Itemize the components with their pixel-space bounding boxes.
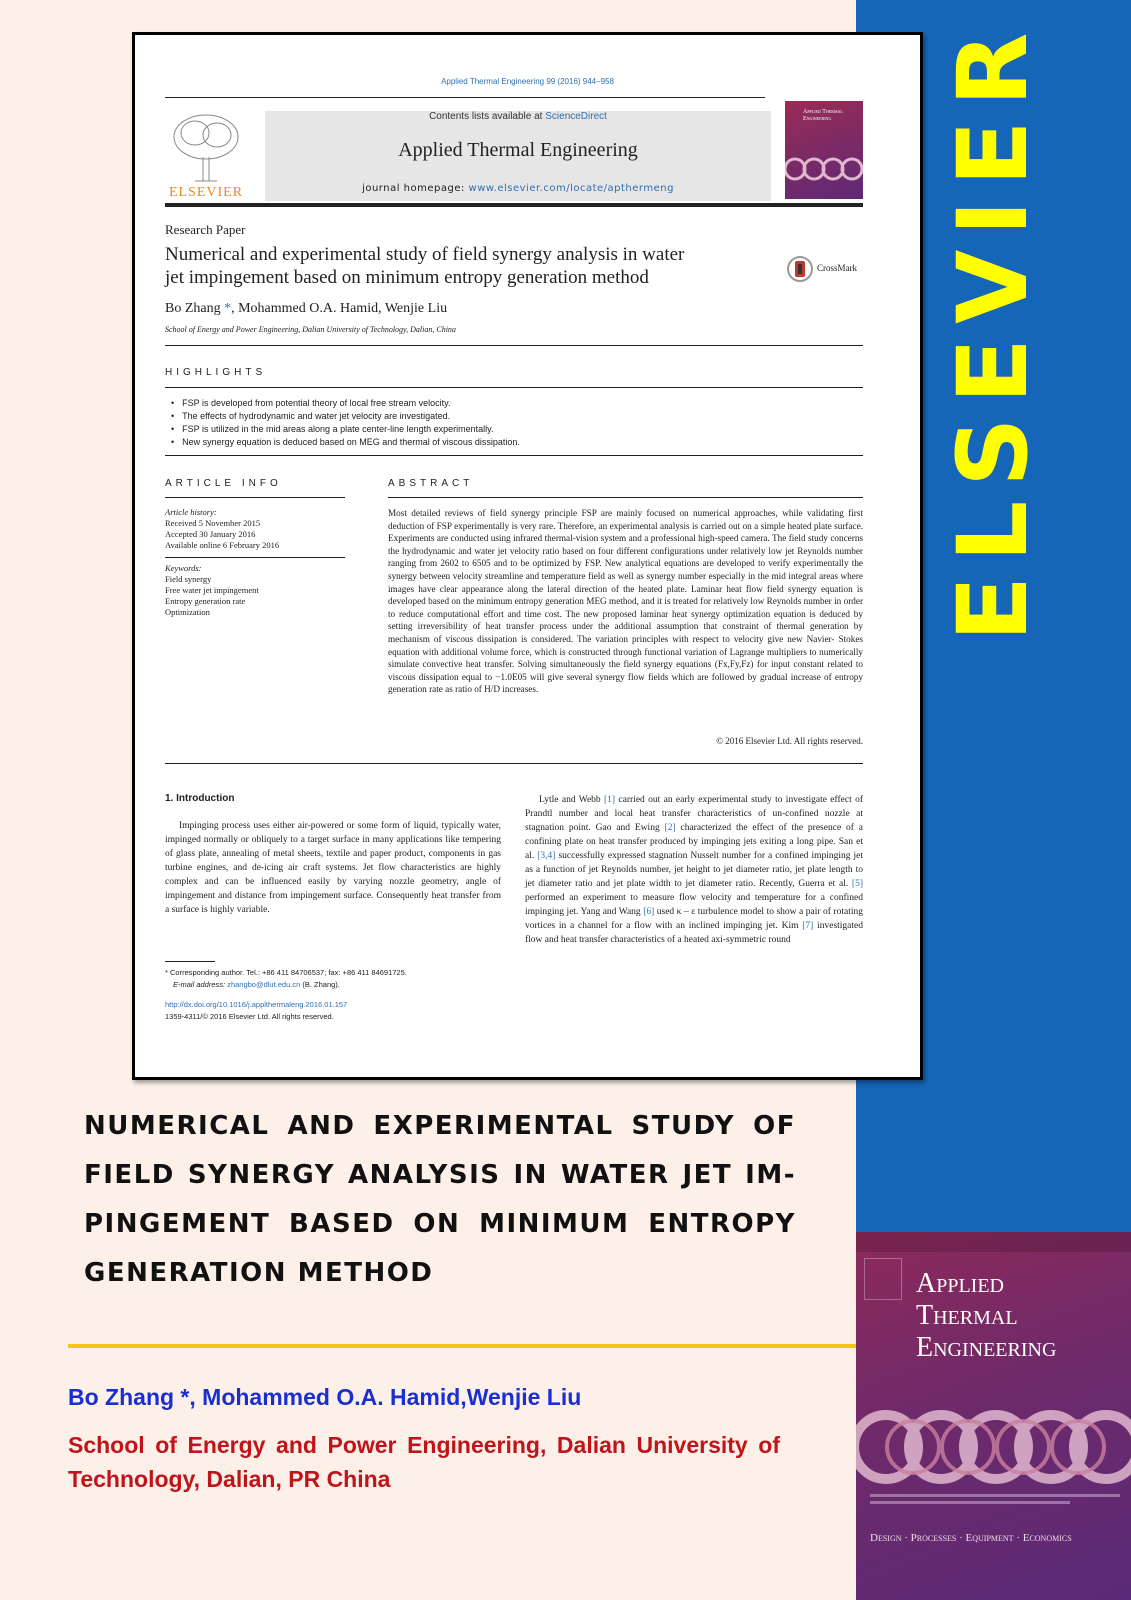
doi-link[interactable]: http://dx.doi.org/10.1016/j.applthermaleng.2016.01.157	[165, 1000, 348, 1009]
poster-headline	[84, 1102, 796, 1298]
article-history	[165, 507, 345, 551]
history-item: Available online 6 February 2016	[165, 540, 280, 550]
intro-heading: 1. Introduction	[165, 793, 235, 804]
history-item: Received 5 November 2015	[165, 518, 261, 528]
intro-left-column: Impinging process uses either air-powered or some form of liquid, typically water, impinged normally or obliquely to a target surface in many applications like tempering of glass plate, annealing of metal sheets, textile and paper product, components in gas turbine engines, and de-icing air craft systems. Jet flow characteristics are highly complex and can be influenced easily by varying nozzle geometry, angle of impingement and distance from impingement surface. Consequently heat transfer from a surface is highly variable.	[165, 821, 501, 915]
rule-after-affil	[165, 345, 863, 346]
journal-cover	[856, 1232, 1131, 1600]
homepage-prefix: journal homepage:	[362, 183, 469, 194]
intro-text-segment: successfully expressed stagnation Nusselt number for a confined impinging jet as a function of jet Reynolds number, jet height to jet diameter ratio, jet plate length to jet diameter ratio and jet plate width to jet diameter ratio. Recently, Guerra et al.	[525, 851, 863, 889]
author-names[interactable]: , Mohammed O.A. Hamid, Wenjie Liu	[231, 301, 448, 316]
author-name[interactable]: Bo Zhang	[165, 301, 221, 316]
intro-text-segment: used κ – ε turbulence model to show a pair of rotating vortices in a channel for a flow with an inclined impinging jet. Kim	[525, 907, 863, 931]
article-info-rule	[165, 497, 345, 498]
intro-text-segment: investigated flow and heat transfer characteristics of a heated axi-symmetric round	[525, 921, 864, 945]
intro-text-segment: carried out an early experimental study to investigate effect of Prandtl number and local heat transfer characteristics of un-confined nozzle at stagnation point. Gao and Ewing	[525, 795, 863, 833]
poster-authors: Bo Zhang *, Mohammed O.A. Hamid,Wenjie Liu	[68, 1384, 582, 1410]
abstract-text: Most detailed reviews of field synergy principle FSP are mainly focused on numerical approaches, while validating first deduction of FSP experimentally is very rare. Therefore, an experimental analysis is carried out on a simple heated plate surface. Experiments are conducted using infrared thermal-vision system and a professional high-speed camera. The field study concerns the hydrodynamic and water jet velocity ratio based on four different configurations under relatively low jet Reynolds number ranging from 2602 to 6505 and to be optimized by FSP. New analytical equations are developed to verify experimentally the synergy between velocity streamline and temperature field as well as synergy number especially in the mid integral areas where images have clear appearance along the lateral direction of the heated plate. Laminar heat flow field synergy equation is developed based on the minimum entropy generation MEG method, and it is treated for relatively low Reynolds number in order to reduce computational effort and time cost. The new proposed laminar heat synergy optimization equation is deduced by setting irreversibility of heat transfer process under the additional assumption that constraint of thermal generation by mechanism of viscous dissipation is considered. The variation principles with respect to velocity give new Navier- Stokes equation with additional volume force, which is constructed through functional variation of Lagrange multipliers to numerically simulate convective heat transfer. Solving simultaneously the field synergy equations (Fx,Fy,Fz) for input constant related to viscous dissipation equal to −1.0E05 will give several synergy flow fields which are followed by gradual increase of entropy generation rate as ratio of H/D increases.	[388, 508, 863, 695]
highlight-item: • New synergy equation is deduced based on MEG and thermal of viscous dissipation.	[165, 436, 855, 449]
keywords-block	[165, 563, 345, 618]
corresponding-star[interactable]: *	[220, 301, 232, 316]
paper-type: Research Paper	[165, 222, 246, 237]
citation-link[interactable]: [3,4]	[537, 851, 556, 861]
issn-line: 1359-4311/© 2016 Elsevier Ltd. All rights reserved.	[165, 1012, 334, 1021]
highlights-heading: HIGHLIGHTS	[165, 367, 267, 378]
cover-title-line: Thermal	[916, 1300, 1018, 1331]
header-rule-top	[165, 97, 765, 98]
citation-link[interactable]: [6]	[643, 907, 655, 917]
article-title-line: jet impingement based on minimum entropy generation method	[165, 267, 649, 288]
mini-cover-title: Applied Thermal Engineering	[803, 109, 843, 122]
headline-line: GENERATION METHOD	[84, 1258, 434, 1288]
email-label: E-mail address:	[173, 980, 228, 989]
email-link[interactable]: zhangbo@dlut.edu.cn	[227, 980, 301, 989]
poster-affiliation: School of Energy and Power Engineering, Dalian University of Technology, Dalian, PR China	[68, 1432, 780, 1492]
keyword-item: Free water jet impingement	[165, 585, 259, 595]
history-label: Article history:	[165, 507, 217, 517]
history-rule	[165, 557, 345, 558]
journal-reference[interactable]: Applied Thermal Engineering 99 (2016) 944–958	[441, 77, 614, 86]
cover-title	[916, 1268, 1056, 1364]
paper-affiliation: School of Energy and Power Engineering, Dalian University of Technology, Dalian, China	[165, 325, 456, 334]
keyword-item: Entropy generation rate	[165, 596, 246, 606]
cover-top-strip	[856, 1232, 1131, 1252]
highlight-item: • FSP is developed from potential theory of local free stream velocity.	[165, 397, 855, 410]
elsevier-tree-logo-icon	[864, 1258, 902, 1300]
intro-text-segment: performed an experiment to measure flow velocity and temperature for a confined impinging jet. Yang and Wang	[525, 893, 863, 917]
highlight-item: • The effects of hydrodynamic and water jet velocity are investigated.	[165, 410, 855, 423]
headline-line: NUMERICAL AND EXPERIMENTAL STUDY OF	[84, 1111, 796, 1141]
highlight-item: • FSP is utilized in the mid areas along a plate center-line length experimentally.	[165, 423, 855, 436]
homepage-link[interactable]: www.elsevier.com/locate/apthermeng	[468, 183, 674, 194]
article-info-heading: ARTICLE INFO	[165, 478, 282, 489]
abstract-end-rule	[165, 763, 863, 764]
publisher-logo-text: ELSEVIER	[168, 185, 244, 200]
intro-text-segment: Lytle and Webb	[539, 795, 605, 805]
gold-divider	[68, 1344, 856, 1348]
headline-line: FIELD SYNERGY ANALYSIS IN WATER JET IM-	[84, 1160, 796, 1190]
cover-footer-lines	[870, 1490, 1120, 1520]
crossmark-icon	[787, 255, 813, 283]
cover-title-line: Applied	[916, 1268, 1005, 1299]
abstract-rule	[388, 497, 863, 498]
crossmark-label: CrossMark	[817, 263, 857, 273]
highlights-list	[165, 397, 855, 449]
highlights-rule	[165, 387, 863, 388]
citation-link[interactable]: [7]	[802, 921, 814, 931]
contents-prefix: Contents lists available at	[429, 111, 546, 122]
headline-line: PINGEMENT BASED ON MINIMUM ENTROPY	[84, 1209, 796, 1239]
citation-link[interactable]: [1]	[604, 795, 616, 805]
article-title-line: Numerical and experimental study of field synergy analysis in water	[165, 244, 685, 265]
footnote-line: * Corresponding author. Tel.: +86 411 84706537; fax: +86 411 84691725.	[165, 968, 407, 977]
abstract-heading: ABSTRACT	[388, 478, 474, 489]
paper-authors	[165, 301, 447, 317]
article-title	[165, 243, 765, 289]
crossmark-badge[interactable]	[787, 255, 867, 285]
journal-title: Applied Thermal Engineering	[398, 139, 638, 161]
journal-homepage	[265, 183, 771, 194]
elsevier-wordmark-text: ELSEVIER	[937, 18, 1049, 642]
sciencedirect-link[interactable]: ScienceDirect	[545, 111, 607, 122]
cover-rings-graphic	[856, 1392, 1131, 1502]
email-suffix: (B. Zhang).	[300, 980, 340, 989]
doi-block	[165, 999, 525, 1023]
history-item: Accepted 30 January 2016	[165, 529, 256, 539]
keywords-label: Keywords:	[165, 563, 202, 573]
keyword-item: Optimization	[165, 607, 210, 617]
highlights-end-rule	[165, 455, 863, 456]
copyright-line: © 2016 Elsevier Ltd. All rights reserved.	[716, 736, 863, 746]
cover-topics: Design · Processes · Equipment · Economics	[870, 1532, 1072, 1544]
paper-first-page	[132, 32, 923, 1080]
footnote	[165, 967, 525, 991]
footnote-rule	[165, 961, 215, 962]
contents-line	[265, 111, 771, 122]
intro-text-segment: characterized the effect of the presence of a confining plate on heat transfer produced by impinging jets exiting a long pipe. San et al.	[525, 823, 863, 861]
intro-right-column	[525, 793, 863, 947]
keyword-item: Field synergy	[165, 574, 212, 584]
journal-mini-cover	[785, 101, 863, 199]
header-rule-thick	[165, 203, 863, 207]
cover-title-line: Engineering	[916, 1332, 1057, 1363]
citation-link[interactable]: [2]	[664, 823, 676, 833]
citation-link[interactable]: [5]	[851, 879, 863, 889]
